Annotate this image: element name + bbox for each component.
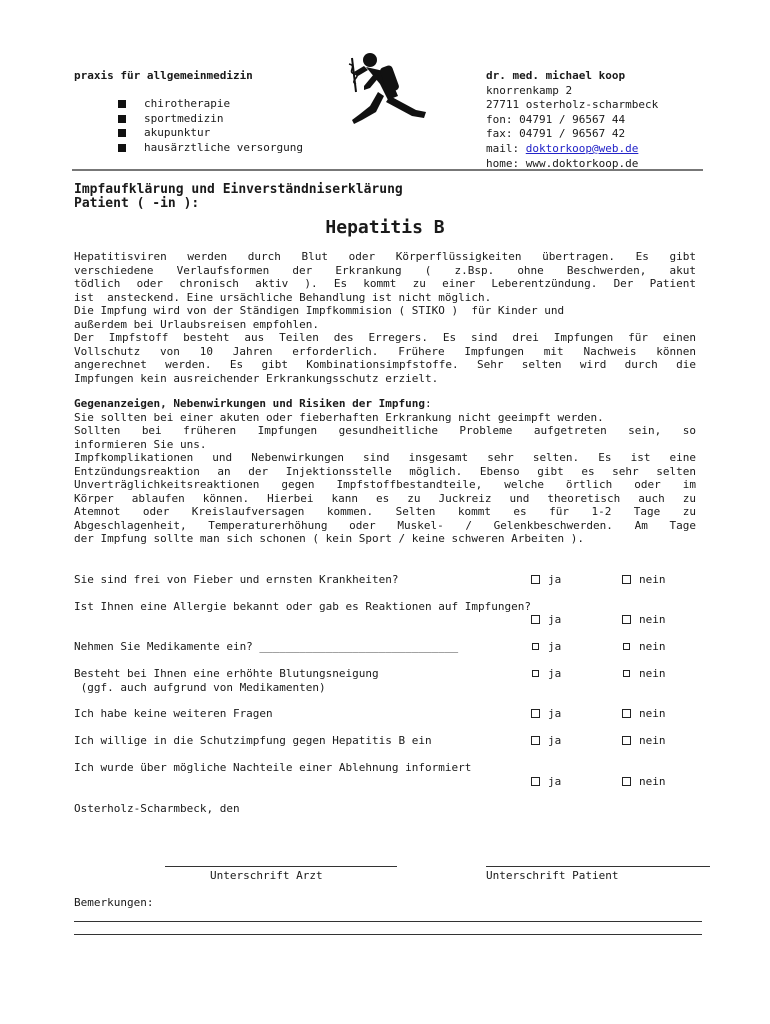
answer-no-further-no[interactable]: nein: [622, 707, 666, 720]
answer-bleeding-no[interactable]: nein: [622, 667, 666, 680]
doctor-name: dr. med. michael koop: [486, 69, 626, 82]
answer-allergy-yes[interactable]: ja: [531, 613, 561, 626]
question-no-further: Ich habe keine weiteren Fragen: [74, 707, 273, 720]
checkbox-icon[interactable]: [531, 736, 540, 745]
list-item: akupunktur: [118, 126, 303, 141]
bullet-icon: [118, 100, 126, 108]
checkbox-icon[interactable]: [623, 670, 630, 677]
services-list: [118, 97, 303, 155]
remarks-line[interactable]: [74, 921, 702, 922]
answer-consent-no[interactable]: nein: [622, 734, 666, 747]
bullet-icon: [118, 129, 126, 137]
answer-medication-yes[interactable]: ja: [531, 640, 561, 653]
signature-doctor-label: Unterschrift Arzt: [210, 869, 323, 882]
checkbox-icon[interactable]: [623, 643, 630, 650]
intro-paragraph: Hepatitisviren werden durch Blut oder Körperflüssigkeiten übertragen. Es gibt verschiedene Verlaufsformen der Erkrankung ( z.Bsp. ohne Beschwerden, akut tödlich oder chronisch aktiv ). Es kommt zu einer Leberentzündung. Der Patient ist ansteckend. Eine ursächliche Behandlung ist nicht möglich. Die Impfung wird von der Ständigen Impfkommision ( STIKO ) für Kinder und außerdem bei Urlaubsreisen empfohlen. Der Impfstoff besteht aus Teilen des Erregers. Es sind drei Impfungen für einen Vollschutz von 10 Jahren erforderlich. Frühere Impfungen mit Nachweis können angerechnet werden. Es gibt Kombinationsimpfstoffe. Sehr selten wird durch die Impfungen kein ausreichender Erkrankungsschutz erzielt.: [74, 250, 696, 385]
checkbox-icon[interactable]: [531, 615, 540, 624]
header-divider: [72, 169, 703, 171]
checkbox-icon[interactable]: [622, 736, 631, 745]
checkbox-icon[interactable]: [622, 575, 631, 584]
answer-refusal-info-yes[interactable]: ja: [531, 775, 561, 788]
question-allergy: Ist Ihnen eine Allergie bekannt oder gab es Reaktionen auf Impfungen?: [74, 600, 531, 613]
checkbox-icon[interactable]: [531, 575, 540, 584]
question-consent: Ich willige in die Schutzimpfung gegen Hepatitis B ein: [74, 734, 432, 747]
street: knorrenkamp 2: [486, 83, 573, 97]
mail-link[interactable]: doktorkoop@web.de: [525, 141, 639, 155]
answer-bleeding-yes[interactable]: ja: [531, 667, 561, 680]
question-bleeding: Besteht bei Ihnen eine erhöhte Blutungsneigung (ggf. auch aufgrund von Medikamenten): [74, 667, 379, 694]
place-date: Osterholz-Scharmbeck, den: [74, 802, 240, 815]
mail-line: mail: doktorkoop@web.de: [486, 141, 639, 155]
fax: fax: 04791 / 96567 42: [486, 127, 626, 141]
phone: fon: 04791 / 96567 44: [486, 112, 626, 126]
answer-refusal-info-no[interactable]: nein: [622, 775, 666, 788]
question-medication: Nehmen Sie Medikamente ein? ______________________________: [74, 640, 459, 653]
list-item: hausärztliche versorgung: [118, 141, 303, 156]
doctor-address-block: [486, 69, 658, 171]
list-item: chirotherapie: [118, 97, 303, 112]
question-refusal-info: Ich wurde über mögliche Nachteile einer Ablehnung informiert: [74, 761, 472, 774]
page-title: Hepatitis B: [325, 217, 445, 238]
answer-medication-no[interactable]: nein: [622, 640, 666, 653]
answer-fever-yes[interactable]: ja: [531, 573, 561, 586]
list-item: sportmedizin: [118, 112, 303, 127]
bullet-icon: [118, 144, 126, 152]
checkbox-icon[interactable]: [532, 670, 539, 677]
city: 27711 osterholz-scharmbeck: [486, 98, 659, 112]
remarks-label: Bemerkungen:: [74, 896, 154, 909]
question-fever: Sie sind frei von Fieber und ernsten Krankheiten?: [74, 573, 399, 586]
checkbox-icon[interactable]: [531, 709, 540, 718]
checkbox-icon[interactable]: [622, 709, 631, 718]
checkbox-icon[interactable]: [532, 643, 539, 650]
homepage: home: www.doktorkoop.de: [486, 156, 639, 170]
consent-title: Impfaufklärung und Einverständniserklärung Patient ( -in ):: [74, 182, 403, 211]
answer-no-further-yes[interactable]: ja: [531, 707, 561, 720]
answer-consent-yes[interactable]: ja: [531, 734, 561, 747]
signature-line-doctor[interactable]: [165, 866, 397, 867]
running-man-with-caduceus-icon: [340, 50, 440, 136]
risks-heading: Gegenanzeigen, Nebenwirkungen und Risiken der Impfung:: [74, 397, 432, 410]
signature-patient-label: Unterschrift Patient: [486, 869, 619, 882]
checkbox-icon[interactable]: [622, 615, 631, 624]
answer-fever-no[interactable]: nein: [622, 573, 666, 586]
bullet-icon: [118, 115, 126, 123]
risks-section: Gegenanzeigen, Nebenwirkungen und Risiken der Impfung: Sie sollten bei einer akuten oder fieberhaften Erkrankung nicht geeimpft werden. Sollten bei früheren Impfungen gesundheitliche Probleme aufgetreten sein, so informieren Sie uns. Impfkomplikationen und Nebenwirkungen sind insgesamt sehr selten. Es ist eine Entzündungsreaktion an der Injektionsstelle möglich. Ebenso gibt es sehr selten Unverträglichkeitsreaktionen gegen Impfstoffbestandteile, welche örtlich oder im Körper ablaufen können. Hierbei kann es zu Juckreiz und theoretisch auch zu Atemnot oder Kreislaufversagen kommen. Selten kommt es für 1-2 Tage zu Abgeschlagenheit, Temperaturerhöhung oder Muskel- / Gelenkbeschwerden. Am Tage der Impfung sollte man sich schonen ( kein Sport / keine schweren Arbeiten ).: [74, 397, 696, 545]
checkbox-icon[interactable]: [531, 777, 540, 786]
answer-allergy-no[interactable]: nein: [622, 613, 666, 626]
signature-line-patient[interactable]: [486, 866, 710, 867]
remarks-line[interactable]: [74, 934, 702, 935]
checkbox-icon[interactable]: [622, 777, 631, 786]
practice-title: praxis für allgemeinmedizin: [74, 69, 253, 82]
